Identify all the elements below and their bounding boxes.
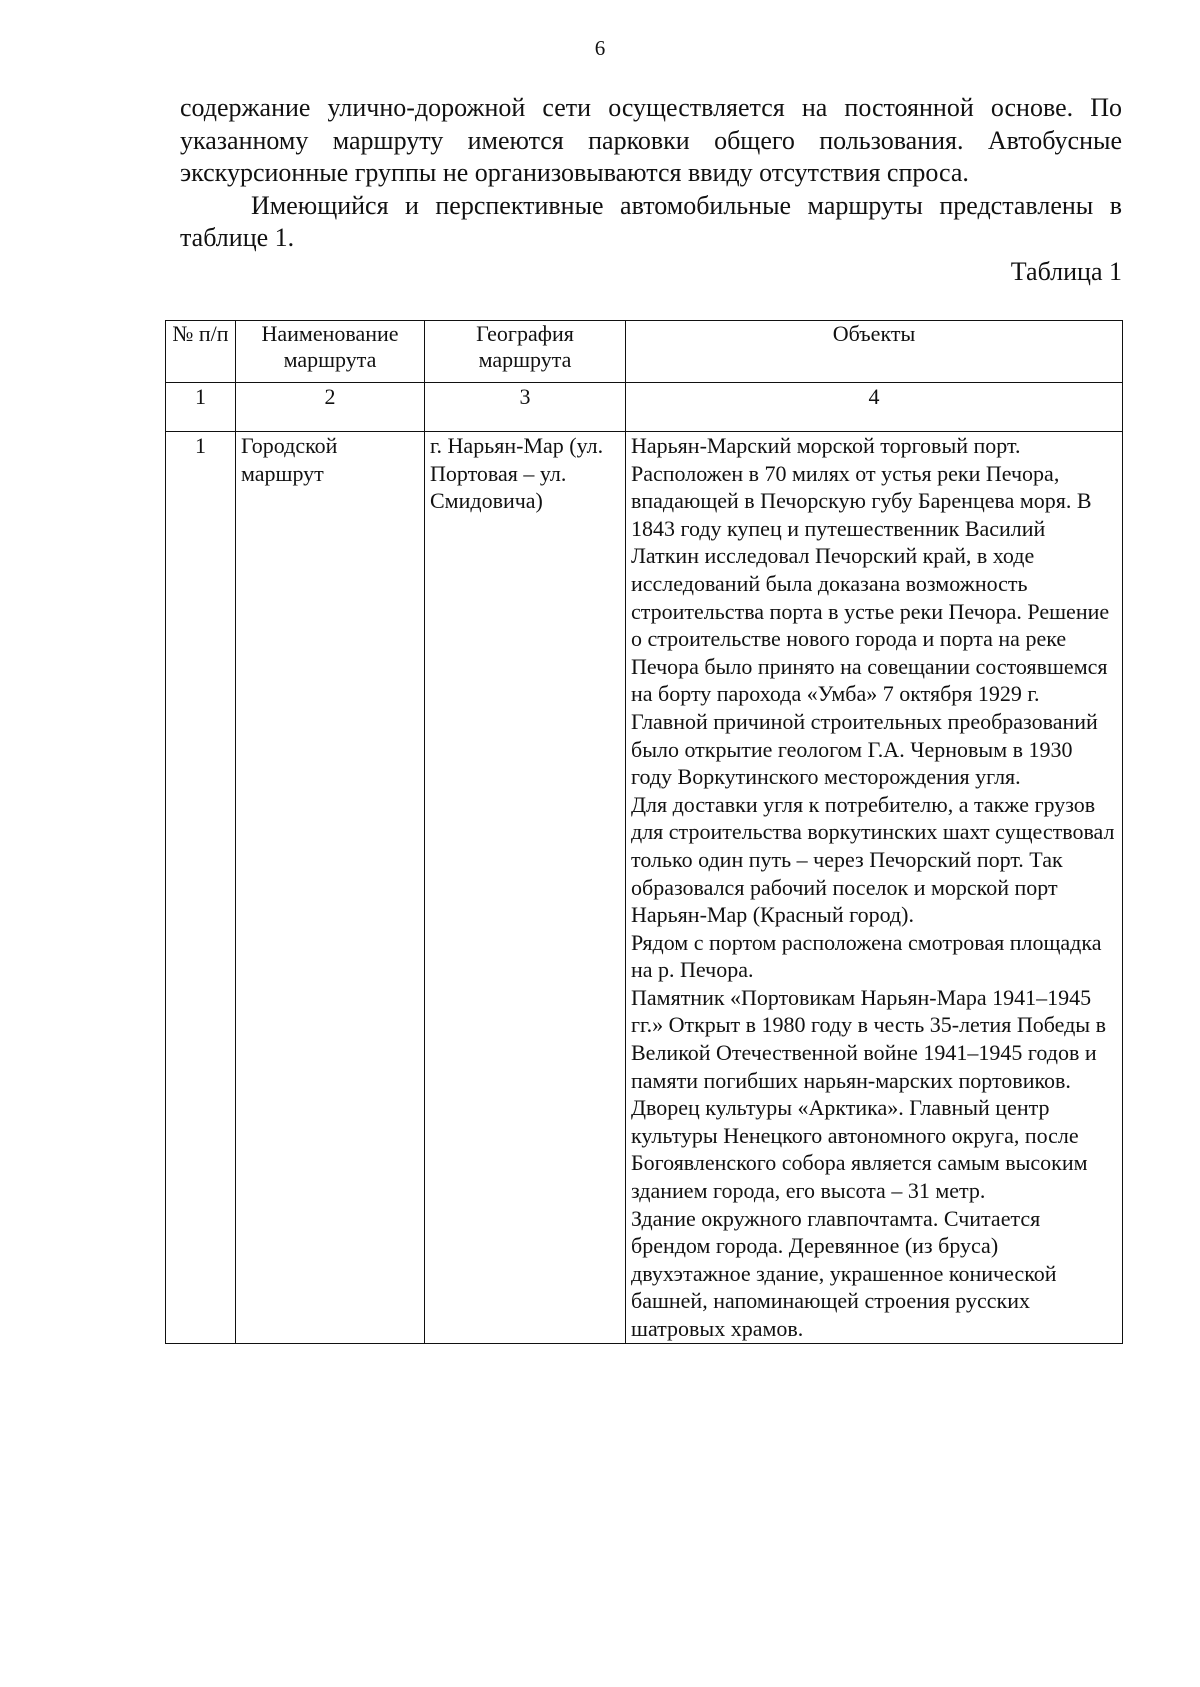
row-geography: г. Нарьян-Мар (ул. Портовая – ул. Смидовича) [425,432,626,1344]
header-num: № п/п [166,321,236,383]
row-objects [626,432,1123,1344]
header-objects: Объекты [626,321,1123,383]
column-number: 3 [425,383,626,432]
header-route-name: Наименование маршрута [236,321,425,383]
object-description: Рядом с портом расположена смотровая площадка на р. Печора. [631,929,1102,983]
page-number: 6 [594,36,606,60]
table-caption: Таблица 1 [1010,257,1122,286]
table-header-row [166,321,1123,383]
header-geography: География маршрута [425,321,626,383]
intro-paragraph: содержание улично-дорожной сети осуществляется на постоянной основе. По указанному маршруту имеются парковки общего пользования. Автобусные экскурсионные группы не организовываются ввиду отсутствия спроса. [180,93,1122,187]
column-number: 2 [236,383,425,432]
column-number-row [166,383,1123,432]
intro-text [180,92,1122,255]
table-row [166,432,1123,1344]
column-number: 4 [626,383,1123,432]
row-route-name: Городской маршрут [236,432,425,1344]
row-num: 1 [166,432,236,1344]
routes-table [165,320,1123,1344]
object-description: Здание окружного главпочтамта. Считается брендом города. Деревянное (из бруса) двухэтажное здание, украшенное конической башней, напоминающей строения русских шатровых храмов. [631,1205,1057,1341]
column-number: 1 [166,383,236,432]
object-description: Дворец культуры «Арктика». Главный центр культуры Ненецкого автономного округа, после Богоявленского собора является самым высоким зданием города, его высота – 31 метр. [631,1095,1088,1204]
object-description: Для доставки угля к потребителю, а также грузов для строительства воркутинских шахт существовал только один путь – через Печорский порт. Так образовался рабочий поселок и морской порт Нарьян-Мар (Красный город). [631,791,1115,928]
intro-paragraph: Имеющийся и перспективные автомобильные маршруты представлены в таблице 1. [180,190,1122,252]
object-description: Памятник «Портовикам Нарьян-Мара 1941–1945 гг.» Открыт в 1980 году в честь 35-летия Победы в Великой Отечественной войне 1941–1945 годов и памяти погибших нарьян-марских портовиков. [631,984,1106,1093]
object-description: Нарьян-Марский морской торговый порт. Расположен в 70 милях от устья реки Печора, впадающей в Печорскую губу Баренцева моря. В 1843 году купец и путешественник Василий Латкин исследовал Печорский край, в ходе исследований была доказана возможность строительства порта в устье реки Печора. Решение о строительстве нового города и порта на реке Печора было принято на совещании состоявшемся на борту парохода «Умба» 7 октября 1929 г. Главной причиной строительных преобразований было открытие геологом Г.А. Черновым в 1930 году Воркутинского месторождения угля. [631,433,1110,790]
